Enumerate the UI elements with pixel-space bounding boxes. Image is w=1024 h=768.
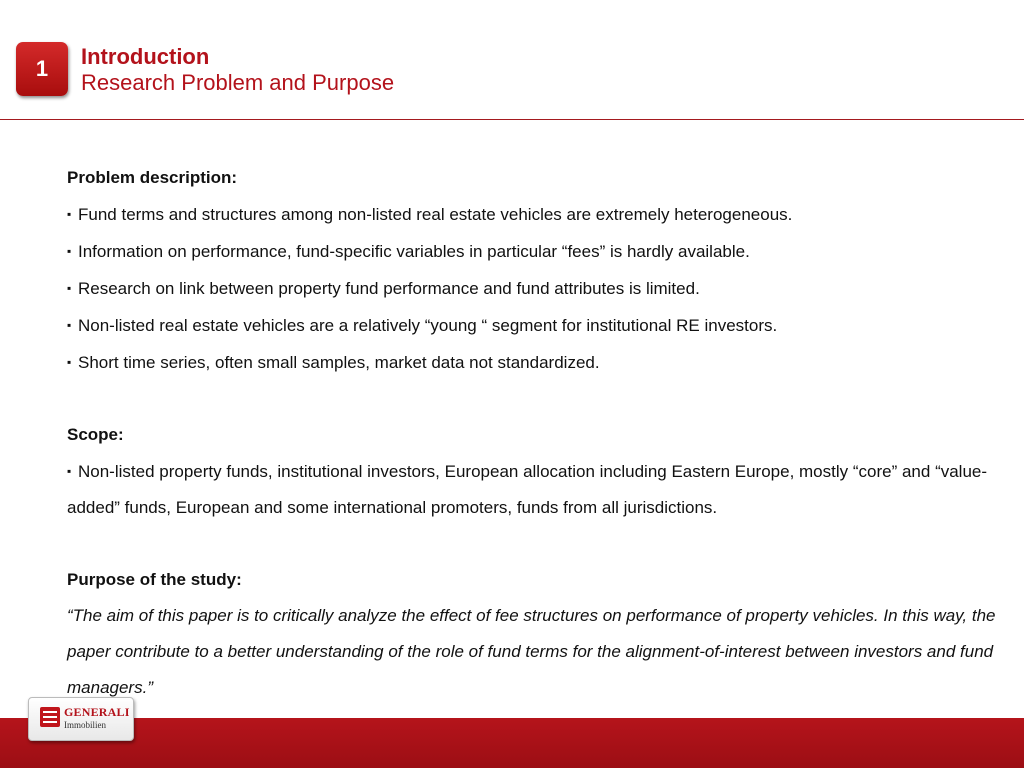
problem-bullet: ▪ Short time series, often small samples, market data not standardized.: [67, 353, 600, 372]
problem-bullet: ▪ Research on link between property fund performance and fund attributes is limited.: [67, 279, 700, 298]
footer-bar: [0, 718, 1024, 768]
bullet-icon: ▪: [67, 281, 72, 295]
bullet-icon: ▪: [67, 355, 72, 369]
header-divider: [0, 119, 1024, 120]
section-number-badge: 1: [16, 42, 68, 96]
bullet-icon: ▪: [67, 207, 72, 221]
slide-title: Introduction: [81, 44, 210, 69]
logo-sub-text: Immobilien: [64, 720, 106, 730]
purpose-heading: Purpose of the study:: [67, 570, 242, 589]
problem-bullet: ▪ Fund terms and structures among non-listed real estate vehicles are extremely heterogeneous.: [67, 205, 793, 224]
section-spacer: [67, 526, 1007, 562]
generali-logo: [28, 697, 134, 741]
scope-heading: Scope:: [67, 425, 124, 444]
scope-bullet: ▪ Non-listed property funds, institutional investors, European allocation including Eastern Europe, mostly “core” and “value-added” funds, European and some international promoters, funds from all jurisdictions.: [67, 462, 988, 517]
purpose-quote: “The aim of this paper is to critically analyze the effect of fee structures on performance of property vehicles. In this way, the paper contribute to a better understanding of the role of fund terms for the alignment-of-interest between investors and fund managers.”: [67, 606, 996, 697]
slide-title-block: [81, 44, 394, 96]
problem-bullet: ▪ Non-listed real estate vehicles are a relatively “young “ segment for institutional RE investors.: [67, 316, 778, 335]
problem-heading: Problem description:: [67, 168, 238, 187]
bullet-icon: ▪: [67, 464, 72, 478]
logo-brand-text: GENERALI: [64, 705, 130, 719]
bullet-icon: ▪: [67, 244, 72, 258]
section-spacer: [67, 381, 1007, 417]
lion-emblem-icon: [40, 707, 60, 727]
bullet-icon: ▪: [67, 318, 72, 332]
problem-bullet: ▪ Information on performance, fund-specific variables in particular “fees” is hardly available.: [67, 242, 750, 261]
slide-content: [67, 160, 1007, 706]
slide-subtitle: Research Problem and Purpose: [81, 70, 395, 95]
